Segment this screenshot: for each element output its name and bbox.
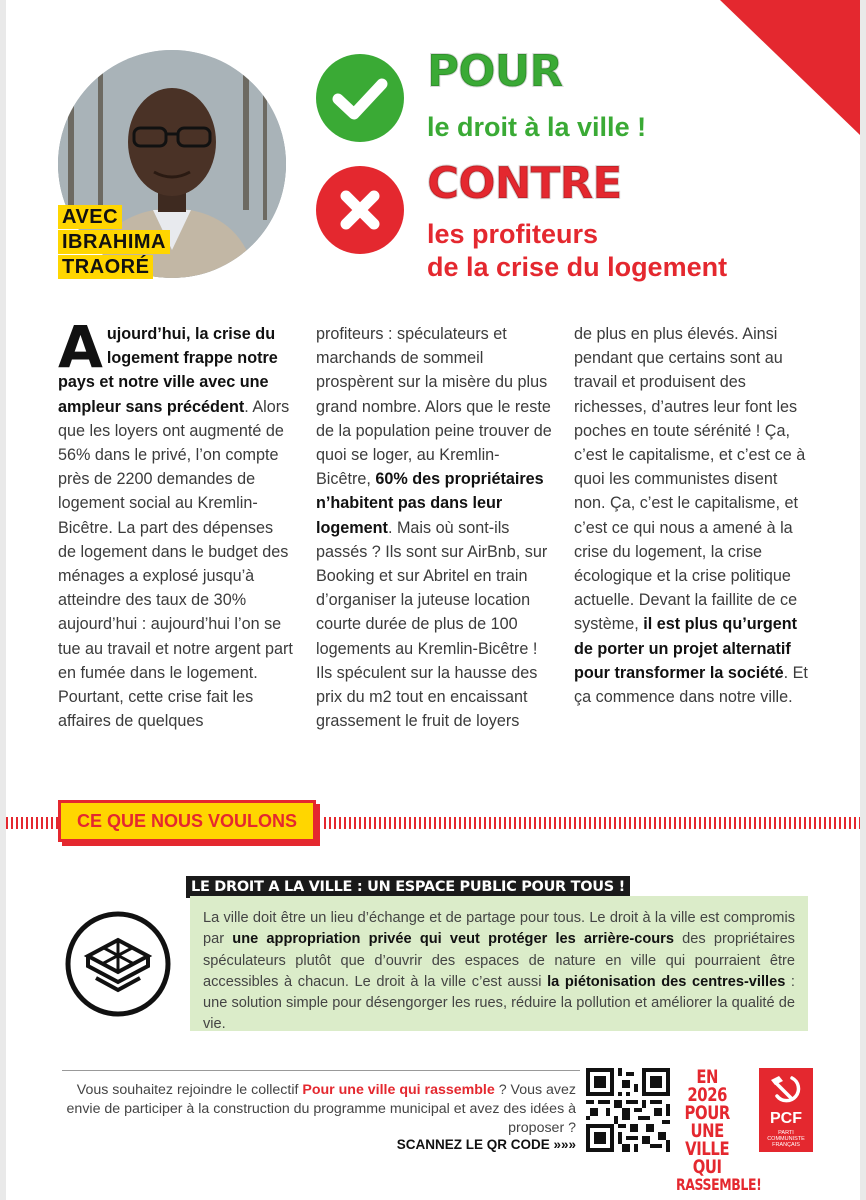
article-col3-text-2: . Et ça commence dans notre ville.	[574, 663, 808, 707]
section-banner: CE QUE NOUS VOULONS	[58, 800, 316, 842]
article-col2-bold: 60% des propriétaires n’habitent pas dans leur logement	[316, 470, 544, 537]
footer-text-2: ? Vous avez envie de participer à la construction du programme municipal et avez des idées à proposer ?	[66, 1082, 576, 1136]
article-col2-text-2: . Mais où sont-ils passés ? Ils sont sur AirBnb, sur Booking et sur Abritel en train d’organiser la juteuse location courte durée de plus de 100 logements au Kremlin-Bicêtre ! Ils spéculent sur la hausse des prix du m2 tout en encaissant grassement le fruit de loyers	[316, 518, 548, 731]
droit-title: LE DROIT A LA VILLE : UN ESPACE PUBLIC POUR TOUS !	[186, 876, 630, 898]
drop-cap: A	[58, 313, 103, 381]
city-blocks-icon	[64, 910, 172, 1023]
slogan-line-4: QUI	[692, 1156, 722, 1178]
pcf-sub-3: FRANÇAIS	[772, 1142, 800, 1148]
caption-line-1: AVEC	[58, 205, 122, 229]
pcf-fullname	[759, 1130, 813, 1148]
slogan-line-1: EN 2026	[687, 1066, 728, 1106]
flyer-page	[6, 0, 860, 1200]
cross-icon	[316, 166, 404, 254]
check-icon	[316, 54, 404, 142]
contre-subtitle-1: les profiteurs	[427, 219, 599, 249]
article-col2-text-1: profiteurs : spéculateurs et marchands de sommeil prospèrent sur la misère du plus grand nombre. Alors que le reste de la population peine trouver de quoi se loger, au Kremlin-Bicêtre,	[316, 325, 552, 489]
footer-divider	[62, 1070, 580, 1071]
pcf-name: PCF	[770, 1110, 802, 1127]
footer-collective-name: Pour une ville qui rassemble	[302, 1082, 495, 1098]
candidate-caption	[58, 205, 170, 280]
pcf-sub-2: COMMUNISTE	[767, 1136, 805, 1142]
caption-line-3: TRAORÉ	[58, 255, 153, 279]
article-col3-text-1: de plus en plus élevés. Ainsi pendant que certains sont au travail et produisent des richesses, d’autres leur font les poches en toute sérénité ! Ça, c’est le capitalisme, et c’est ce à quoi les communistes disent non. Ça, c’est le capitalisme, et c’est ce qui nous a amené à la crise du logement, la crise écologique et la crise politique actuelle. Devant la faillite de ce système,	[574, 325, 806, 634]
footer-invitation	[58, 1081, 576, 1138]
droit-bold-1: une appropriation privée qui veut protéger les arrière-cours	[232, 931, 674, 948]
caption-line-2: IBRAHIMA	[58, 230, 170, 254]
article-col1-text: . Alors que les loyers ont augmenté de 56% dans le privé, l’on compte près de 2200 demandes de logement social au Kremlin-Bicêtre. La part des dépenses de logement dans le budget des ménages a explosé jusqu’à atteindre des taux de 30% aujourd’hui : aujourd’hui l’on se tue au travail et notre argent part en fumée dans le logement. Pourtant, cette crise fait les affaires de quelques	[58, 397, 293, 731]
ticks-left	[6, 817, 66, 829]
hammer-sickle-icon	[759, 1068, 813, 1110]
slogan-line-5: RASSEMBLE!	[676, 1175, 762, 1194]
pour-word: POUR	[427, 46, 563, 97]
droit-text-3: : une solution simple pour désengorger les rues, réduire la pollution et améliorer la qualité de vie.	[203, 973, 795, 1033]
droit-text-2: des propriétaires spéculateurs plutôt que d’ouvrir des espaces de nature en ville qui pourraient être accessibles à chacun. Le droit à la ville c’est aussi	[203, 931, 795, 990]
contre-word: CONTRE	[427, 158, 622, 209]
article-body	[58, 313, 810, 733]
pcf-logo	[759, 1068, 813, 1152]
ticks-right	[324, 817, 860, 829]
slogan-line-3: VILLE	[685, 1138, 730, 1160]
article-column-2	[316, 322, 552, 733]
pcf-sub-1: PARTI	[778, 1130, 794, 1136]
red-corner-decoration	[720, 0, 860, 135]
contre-subtitle-2: de la crise du logement	[427, 252, 728, 282]
article-column-3	[574, 322, 810, 733]
droit-bold-2: la piétonisation des centres-villes	[547, 973, 786, 990]
pour-subtitle: le droit à la ville !	[427, 112, 647, 142]
qr-code-icon[interactable]	[586, 1068, 670, 1152]
article-col3-bold: il est plus qu’urgent de porter un projet alternatif pour transformer la société	[574, 615, 798, 682]
droit-text-1: La ville doit être un lieu d’échange et de partage pour tous. Le droit à la ville est compromis par	[203, 910, 795, 948]
article-col1-bold: ujourd’hui, la crise du logement frappe notre pays et notre ville avec une ampleur sans précédent	[58, 325, 278, 416]
scan-qr-cta: SCANNEZ LE QR CODE »»»	[396, 1137, 576, 1152]
footer-text-1: Vous souhaitez rejoindre le collectif	[76, 1082, 303, 1098]
droit-text-box	[190, 896, 808, 1031]
slogan-line-2: POUR UNE	[684, 1102, 730, 1142]
slogan-2026	[676, 1066, 762, 1194]
article-column-1	[58, 313, 294, 733]
